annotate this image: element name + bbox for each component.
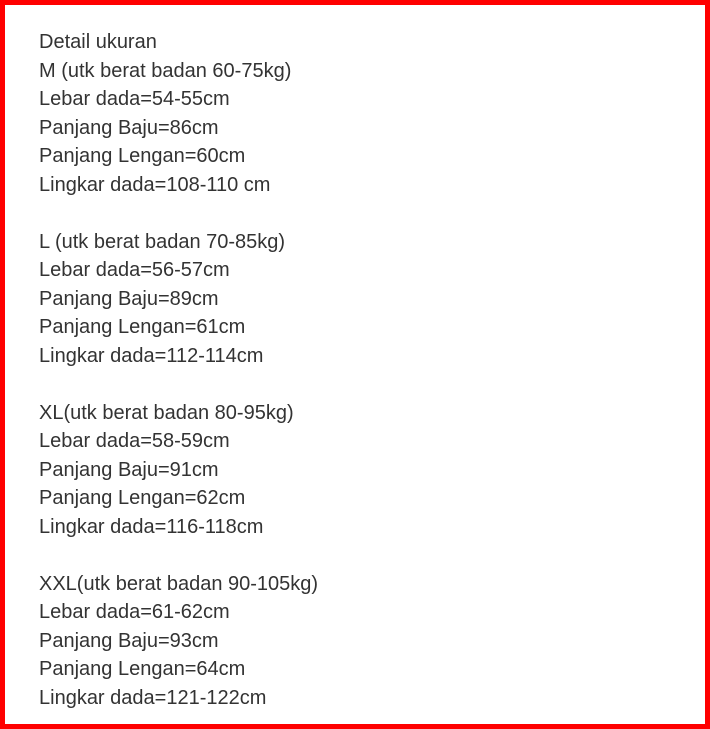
size-block-l [39, 228, 318, 371]
panjang-lengan: Panjang Lengan=60cm [39, 145, 246, 167]
lebar-dada: Lebar dada=58-59cm [39, 430, 230, 452]
blank-line [39, 199, 318, 228]
panjang-baju: Panjang Baju=93cm [39, 629, 219, 652]
lingkar-dada: Lingkar dada=121-122cm [39, 686, 267, 709]
size-block-xl [39, 399, 318, 542]
panjang-lengan: Panjang Lengan=61cm [39, 316, 246, 338]
size-title: L (utk berat badan 70-85kg) [39, 230, 286, 253]
panjang-lengan: Panjang Lengan=64cm [39, 658, 246, 680]
size-block-xxl [39, 570, 318, 713]
lingkar-dada: Lingkar dada=116-118cm [39, 515, 264, 538]
heading: Detail ukuran [39, 31, 157, 53]
panjang-baju: Panjang Baju=91cm [39, 458, 219, 481]
lingkar-dada: Lingkar dada=112-114cm [39, 344, 264, 367]
size-title: XXL(utk berat badan 90-105kg) [39, 572, 319, 595]
blank-line [39, 541, 318, 570]
size-title: M (utk berat badan 60-75kg) [39, 59, 292, 82]
lebar-dada: Lebar dada=61-62cm [39, 601, 230, 623]
blank-line [39, 370, 318, 399]
panjang-baju: Panjang Baju=89cm [39, 287, 219, 310]
size-detail-text [39, 28, 318, 712]
lingkar-dada: Lingkar dada=108-110 cm [39, 173, 271, 196]
panjang-lengan: Panjang Lengan=62cm [39, 487, 246, 509]
lebar-dada: Lebar dada=54-55cm [39, 88, 230, 110]
panjang-baju: Panjang Baju=86cm [39, 116, 219, 139]
lebar-dada: Lebar dada=56-57cm [39, 259, 230, 281]
size-title: XL(utk berat badan 80-95kg) [39, 401, 294, 424]
size-block-m [39, 57, 318, 200]
